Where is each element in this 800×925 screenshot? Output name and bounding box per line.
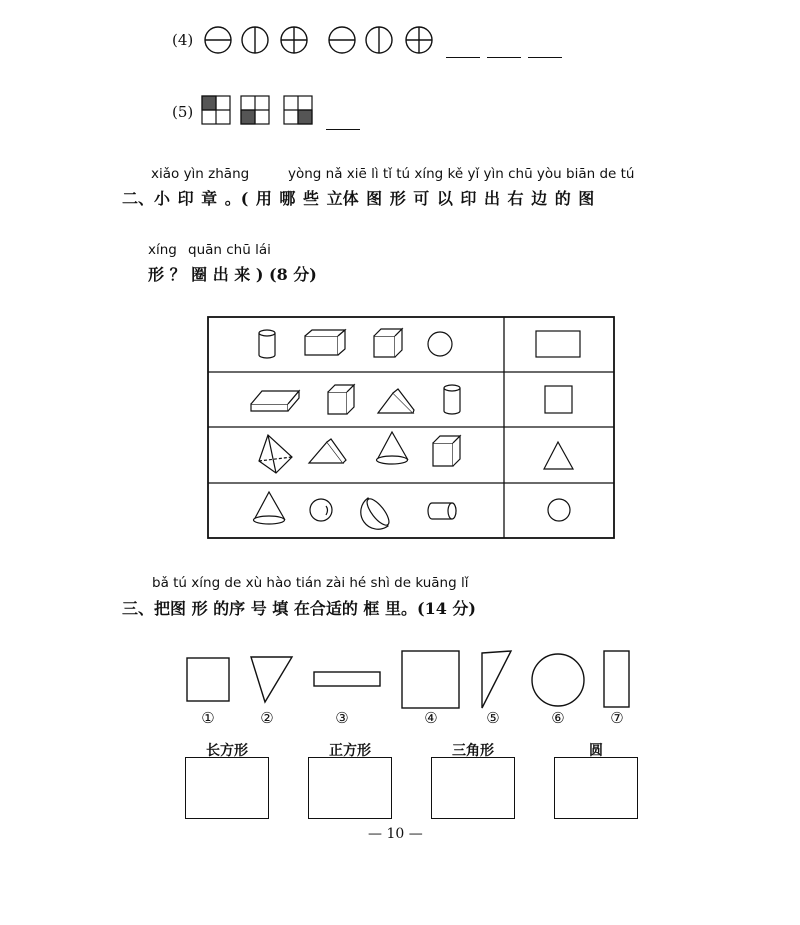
answer-box-triangle[interactable] [431,757,515,819]
shape-label: ② [260,709,274,727]
section-3-title: 三、把图 形 的序 号 填 在合适的 框 里。(14 分) [122,599,476,618]
category-circle-label: 圆 [589,743,603,759]
page-number: — 10 — [368,826,423,842]
shape-label: ⑤ [486,709,500,727]
shape-1-square [187,658,229,701]
section-2-title: 二、小 印 章 。( 用 哪 些 立体 图 形 可 以 印 出 右 边 的 图 [122,189,595,208]
answer-box-square[interactable] [308,757,392,819]
shape-7-rectangle [604,651,629,707]
q5-label: (5) [172,103,194,121]
shape-label: ⑥ [551,709,565,727]
shape-label: ③ [335,709,349,727]
section-2-title-cont: 形 ？ 圈 出 来 ) (8 分) [148,265,317,284]
shape-3-rectangle [314,672,380,686]
shape-6-circle [532,654,584,706]
category-rectangle-label: 长方形 [206,743,248,759]
pinyin-line: xíng [148,242,177,258]
answer-box-rectangle[interactable] [185,757,269,819]
shape-label: ① [201,709,215,727]
shape-label: ④ [424,709,438,727]
shape-5-triangle [482,651,511,708]
shape-4-square [402,651,459,708]
pinyin-line: xiǎo yìn zhāng [151,166,250,182]
q4-label: (4) [172,31,194,49]
answer-box-circle[interactable] [554,757,638,819]
pinyin-line: bǎ tú xíng de xù hào tián zài hé shì de kuāng lǐ [152,575,469,591]
shape-label: ⑦ [610,709,624,727]
pinyin-line: yòng nǎ xiē lì tǐ tú xíng kě yǐ yìn chū yòu biān de tú [288,166,635,182]
category-triangle-label: 三角形 [452,743,494,759]
shape-2-triangle [251,657,292,702]
category-square-label: 正方形 [329,743,371,759]
pinyin-line: quān chū lái [188,242,271,258]
